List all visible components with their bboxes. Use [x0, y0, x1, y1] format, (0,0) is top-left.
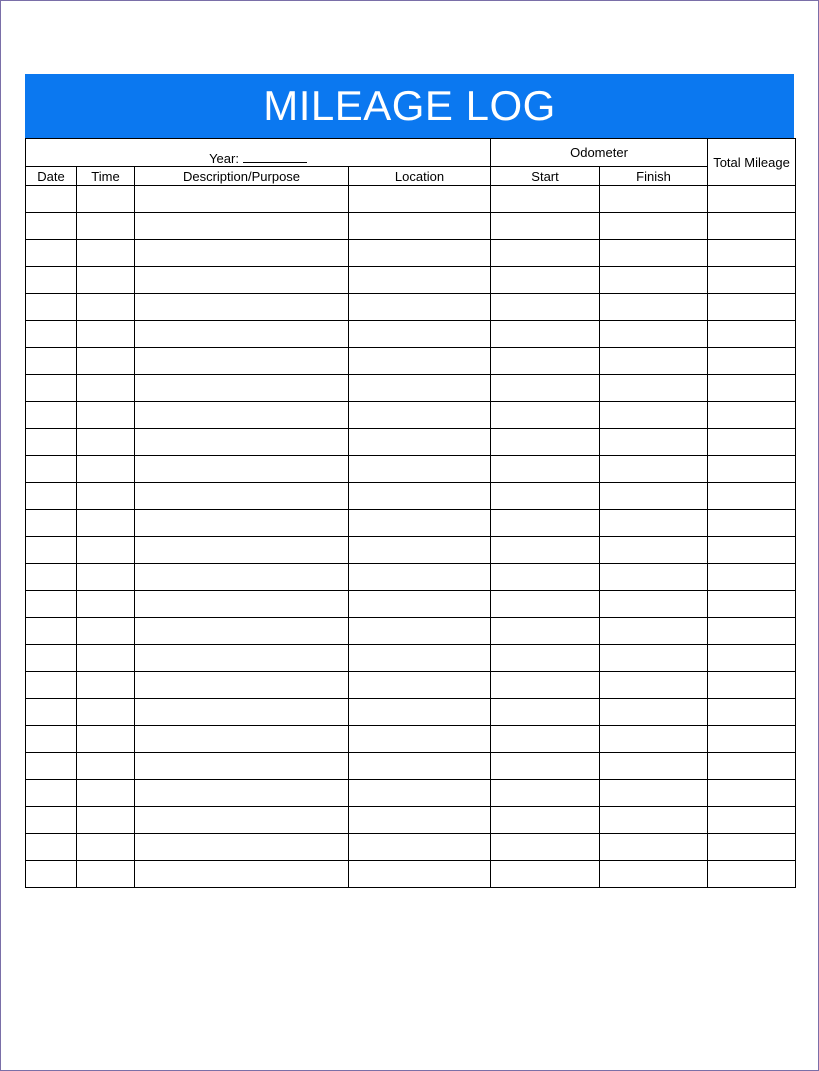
- date-cell[interactable]: [26, 456, 77, 483]
- table-row: [26, 213, 796, 240]
- start-cell[interactable]: [491, 456, 600, 483]
- column-header-location: Location: [349, 167, 491, 186]
- total-cell[interactable]: [708, 240, 796, 267]
- location-cell[interactable]: [349, 294, 491, 321]
- time-cell[interactable]: [77, 645, 135, 672]
- table-row: [26, 834, 796, 861]
- date-cell[interactable]: [26, 564, 77, 591]
- table-row: [26, 726, 796, 753]
- start-cell[interactable]: [491, 699, 600, 726]
- start-cell[interactable]: [491, 861, 600, 888]
- location-cell[interactable]: [349, 510, 491, 537]
- date-cell[interactable]: [26, 510, 77, 537]
- time-cell[interactable]: [77, 591, 135, 618]
- mileage-log-table: [25, 138, 796, 888]
- date-cell[interactable]: [26, 321, 77, 348]
- time-cell[interactable]: [77, 807, 135, 834]
- finish-cell[interactable]: [600, 348, 708, 375]
- total-cell[interactable]: [708, 402, 796, 429]
- time-cell[interactable]: [77, 834, 135, 861]
- date-cell[interactable]: [26, 375, 77, 402]
- total-cell[interactable]: [708, 186, 796, 213]
- total-cell[interactable]: [708, 294, 796, 321]
- location-cell[interactable]: [349, 213, 491, 240]
- finish-cell[interactable]: [600, 672, 708, 699]
- column-header-start: Start: [491, 167, 600, 186]
- time-cell[interactable]: [77, 402, 135, 429]
- table-row: [26, 429, 796, 456]
- description-cell[interactable]: [135, 186, 349, 213]
- finish-cell[interactable]: [600, 267, 708, 294]
- description-cell[interactable]: [135, 672, 349, 699]
- time-cell[interactable]: [77, 618, 135, 645]
- finish-cell[interactable]: [600, 321, 708, 348]
- date-cell[interactable]: [26, 348, 77, 375]
- total-cell[interactable]: [708, 348, 796, 375]
- time-cell[interactable]: [77, 699, 135, 726]
- location-cell[interactable]: [349, 726, 491, 753]
- time-cell[interactable]: [77, 429, 135, 456]
- year-field[interactable]: [26, 139, 491, 167]
- table-row: [26, 753, 796, 780]
- start-cell[interactable]: [491, 267, 600, 294]
- description-cell[interactable]: [135, 510, 349, 537]
- date-cell[interactable]: [26, 240, 77, 267]
- date-cell[interactable]: [26, 672, 77, 699]
- table-row: [26, 510, 796, 537]
- date-cell[interactable]: [26, 645, 77, 672]
- year-blank-line[interactable]: [243, 148, 307, 163]
- date-cell[interactable]: [26, 699, 77, 726]
- column-header-finish: Finish: [600, 167, 708, 186]
- location-cell[interactable]: [349, 861, 491, 888]
- table-row: [26, 294, 796, 321]
- location-cell[interactable]: [349, 321, 491, 348]
- header-row-top: [26, 139, 796, 167]
- start-cell[interactable]: [491, 429, 600, 456]
- total-cell[interactable]: [708, 456, 796, 483]
- description-cell[interactable]: [135, 753, 349, 780]
- location-cell[interactable]: [349, 402, 491, 429]
- time-cell[interactable]: [77, 240, 135, 267]
- finish-cell[interactable]: [600, 699, 708, 726]
- start-cell[interactable]: [491, 564, 600, 591]
- description-cell[interactable]: [135, 321, 349, 348]
- time-cell[interactable]: [77, 348, 135, 375]
- time-cell[interactable]: [77, 672, 135, 699]
- total-cell[interactable]: [708, 726, 796, 753]
- location-cell[interactable]: [349, 267, 491, 294]
- date-cell[interactable]: [26, 402, 77, 429]
- table-row: [26, 375, 796, 402]
- column-header-date: Date: [26, 167, 77, 186]
- start-cell[interactable]: [491, 834, 600, 861]
- finish-cell[interactable]: [600, 483, 708, 510]
- finish-cell[interactable]: [600, 294, 708, 321]
- date-cell[interactable]: [26, 429, 77, 456]
- time-cell[interactable]: [77, 537, 135, 564]
- column-header-description: Description/Purpose: [135, 167, 349, 186]
- description-cell[interactable]: [135, 402, 349, 429]
- location-cell[interactable]: [349, 807, 491, 834]
- location-cell[interactable]: [349, 429, 491, 456]
- time-cell[interactable]: [77, 564, 135, 591]
- total-cell[interactable]: [708, 537, 796, 564]
- start-cell[interactable]: [491, 645, 600, 672]
- table-row: [26, 591, 796, 618]
- finish-cell[interactable]: [600, 213, 708, 240]
- finish-cell[interactable]: [600, 456, 708, 483]
- time-cell[interactable]: [77, 267, 135, 294]
- table-row: [26, 348, 796, 375]
- finish-cell[interactable]: [600, 375, 708, 402]
- finish-cell[interactable]: [600, 591, 708, 618]
- description-cell[interactable]: [135, 483, 349, 510]
- finish-cell[interactable]: [600, 753, 708, 780]
- time-cell[interactable]: [77, 483, 135, 510]
- location-cell[interactable]: [349, 483, 491, 510]
- description-cell[interactable]: [135, 780, 349, 807]
- finish-cell[interactable]: [600, 780, 708, 807]
- finish-cell[interactable]: [600, 429, 708, 456]
- start-cell[interactable]: [491, 348, 600, 375]
- date-cell[interactable]: [26, 294, 77, 321]
- finish-cell[interactable]: [600, 537, 708, 564]
- table-row: [26, 537, 796, 564]
- finish-cell[interactable]: [600, 834, 708, 861]
- total-cell[interactable]: [708, 483, 796, 510]
- time-cell[interactable]: [77, 861, 135, 888]
- date-cell[interactable]: [26, 753, 77, 780]
- table-row: [26, 780, 796, 807]
- description-cell[interactable]: [135, 213, 349, 240]
- page-title: MILEAGE LOG: [263, 82, 556, 129]
- location-cell[interactable]: [349, 537, 491, 564]
- start-cell[interactable]: [491, 510, 600, 537]
- date-cell[interactable]: [26, 213, 77, 240]
- total-cell[interactable]: [708, 861, 796, 888]
- start-cell[interactable]: [491, 591, 600, 618]
- date-cell[interactable]: [26, 591, 77, 618]
- description-cell[interactable]: [135, 294, 349, 321]
- table-row: [26, 240, 796, 267]
- odometer-header: Odometer: [491, 139, 708, 167]
- finish-cell[interactable]: [600, 861, 708, 888]
- table-row: [26, 564, 796, 591]
- date-cell[interactable]: [26, 483, 77, 510]
- location-cell[interactable]: [349, 834, 491, 861]
- date-cell[interactable]: [26, 726, 77, 753]
- total-cell[interactable]: [708, 807, 796, 834]
- start-cell[interactable]: [491, 483, 600, 510]
- date-cell[interactable]: [26, 834, 77, 861]
- time-cell[interactable]: [77, 510, 135, 537]
- description-cell[interactable]: [135, 348, 349, 375]
- description-cell[interactable]: [135, 645, 349, 672]
- table-row: [26, 645, 796, 672]
- description-cell[interactable]: [135, 564, 349, 591]
- total-cell[interactable]: [708, 618, 796, 645]
- table-row: [26, 186, 796, 213]
- total-cell[interactable]: [708, 267, 796, 294]
- time-cell[interactable]: [77, 456, 135, 483]
- date-cell[interactable]: [26, 267, 77, 294]
- total-cell[interactable]: [708, 375, 796, 402]
- total-cell[interactable]: [708, 753, 796, 780]
- location-cell[interactable]: [349, 375, 491, 402]
- description-cell[interactable]: [135, 267, 349, 294]
- time-cell[interactable]: [77, 294, 135, 321]
- table-row: [26, 267, 796, 294]
- location-cell[interactable]: [349, 348, 491, 375]
- date-cell[interactable]: [26, 186, 77, 213]
- start-cell[interactable]: [491, 537, 600, 564]
- total-cell[interactable]: [708, 699, 796, 726]
- time-cell[interactable]: [77, 726, 135, 753]
- start-cell[interactable]: [491, 213, 600, 240]
- finish-cell[interactable]: [600, 510, 708, 537]
- finish-cell[interactable]: [600, 645, 708, 672]
- location-cell[interactable]: [349, 753, 491, 780]
- finish-cell[interactable]: [600, 807, 708, 834]
- description-cell[interactable]: [135, 240, 349, 267]
- start-cell[interactable]: [491, 780, 600, 807]
- title-banner: [25, 74, 794, 138]
- start-cell[interactable]: [491, 402, 600, 429]
- time-cell[interactable]: [77, 213, 135, 240]
- description-cell[interactable]: [135, 429, 349, 456]
- description-cell[interactable]: [135, 375, 349, 402]
- description-cell[interactable]: [135, 726, 349, 753]
- year-label: Year:: [209, 151, 239, 166]
- time-cell[interactable]: [77, 780, 135, 807]
- finish-cell[interactable]: [600, 618, 708, 645]
- start-cell[interactable]: [491, 375, 600, 402]
- date-cell[interactable]: [26, 780, 77, 807]
- total-cell[interactable]: [708, 780, 796, 807]
- total-cell[interactable]: [708, 645, 796, 672]
- table-row: [26, 402, 796, 429]
- description-cell[interactable]: [135, 618, 349, 645]
- location-cell[interactable]: [349, 186, 491, 213]
- header-row-columns: [26, 167, 796, 186]
- location-cell[interactable]: [349, 645, 491, 672]
- finish-cell[interactable]: [600, 564, 708, 591]
- time-cell[interactable]: [77, 186, 135, 213]
- table-row: [26, 861, 796, 888]
- start-cell[interactable]: [491, 807, 600, 834]
- column-header-time: Time: [77, 167, 135, 186]
- description-cell[interactable]: [135, 807, 349, 834]
- date-cell[interactable]: [26, 861, 77, 888]
- table-row: [26, 807, 796, 834]
- total-cell[interactable]: [708, 564, 796, 591]
- total-mileage-header: Total Mileage: [708, 139, 796, 186]
- start-cell[interactable]: [491, 618, 600, 645]
- start-cell[interactable]: [491, 186, 600, 213]
- total-cell[interactable]: [708, 429, 796, 456]
- time-cell[interactable]: [77, 753, 135, 780]
- table-row: [26, 618, 796, 645]
- location-cell[interactable]: [349, 564, 491, 591]
- location-cell[interactable]: [349, 618, 491, 645]
- start-cell[interactable]: [491, 240, 600, 267]
- start-cell[interactable]: [491, 294, 600, 321]
- total-cell[interactable]: [708, 672, 796, 699]
- start-cell[interactable]: [491, 753, 600, 780]
- total-cell[interactable]: [708, 834, 796, 861]
- table-row: [26, 456, 796, 483]
- date-cell[interactable]: [26, 807, 77, 834]
- finish-cell[interactable]: [600, 240, 708, 267]
- finish-cell[interactable]: [600, 186, 708, 213]
- location-cell[interactable]: [349, 456, 491, 483]
- table-row: [26, 321, 796, 348]
- table-row: [26, 672, 796, 699]
- location-cell[interactable]: [349, 672, 491, 699]
- date-cell[interactable]: [26, 618, 77, 645]
- description-cell[interactable]: [135, 591, 349, 618]
- start-cell[interactable]: [491, 672, 600, 699]
- description-cell[interactable]: [135, 699, 349, 726]
- description-cell[interactable]: [135, 456, 349, 483]
- description-cell[interactable]: [135, 861, 349, 888]
- location-cell[interactable]: [349, 780, 491, 807]
- location-cell[interactable]: [349, 240, 491, 267]
- total-cell[interactable]: [708, 591, 796, 618]
- table-row: [26, 483, 796, 510]
- description-cell[interactable]: [135, 537, 349, 564]
- date-cell[interactable]: [26, 537, 77, 564]
- table-row: [26, 699, 796, 726]
- finish-cell[interactable]: [600, 402, 708, 429]
- start-cell[interactable]: [491, 726, 600, 753]
- location-cell[interactable]: [349, 591, 491, 618]
- description-cell[interactable]: [135, 834, 349, 861]
- total-cell[interactable]: [708, 321, 796, 348]
- total-cell[interactable]: [708, 510, 796, 537]
- location-cell[interactable]: [349, 699, 491, 726]
- time-cell[interactable]: [77, 375, 135, 402]
- total-cell[interactable]: [708, 213, 796, 240]
- time-cell[interactable]: [77, 321, 135, 348]
- finish-cell[interactable]: [600, 726, 708, 753]
- log-body: [26, 186, 796, 888]
- start-cell[interactable]: [491, 321, 600, 348]
